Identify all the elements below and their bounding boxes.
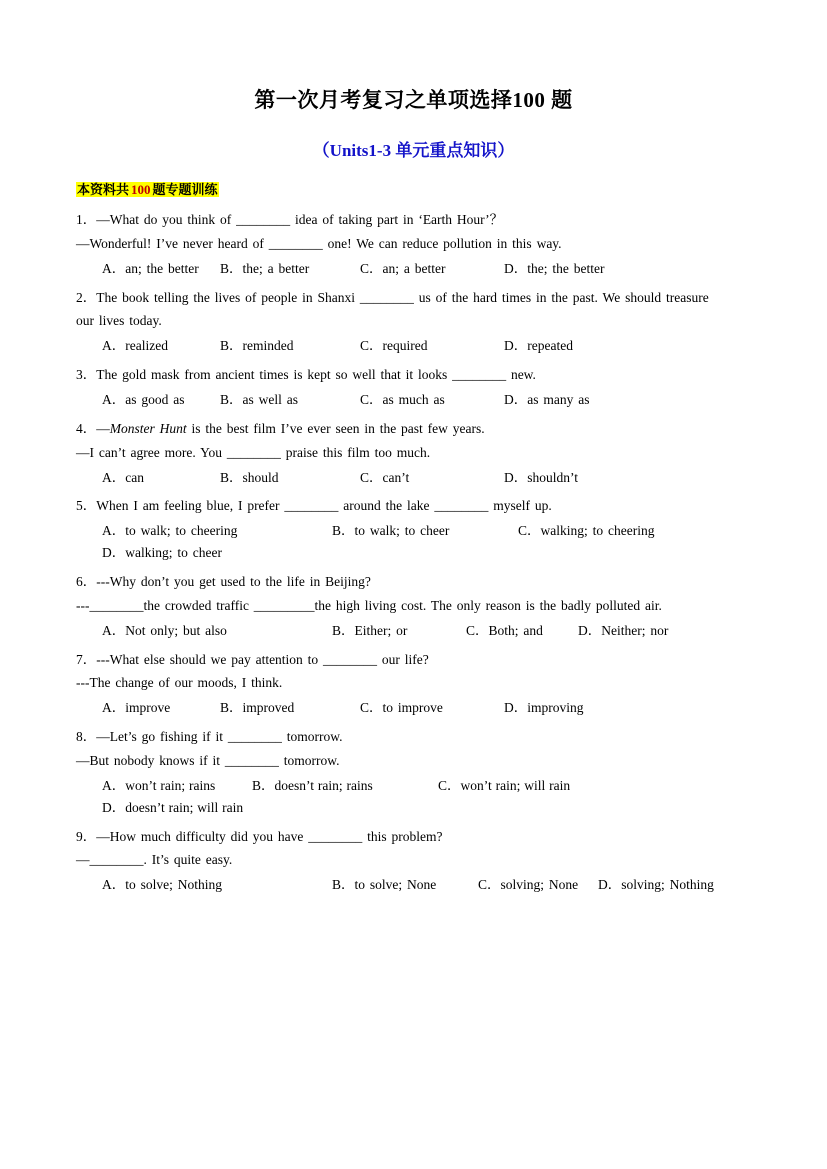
option-c[interactable]: C．Both; and <box>466 622 543 638</box>
question-text: 1．—What do you think of ________ idea of taking part in ‘Earth Hour’？ <box>76 212 504 227</box>
question-text: —I can’t agree more. You ________ praise this film too much. <box>76 444 431 460</box>
notice-banner <box>76 179 219 198</box>
option-a[interactable]: A．can <box>102 469 144 485</box>
option-row <box>76 697 751 719</box>
option-b[interactable]: B．the; a better <box>220 260 310 276</box>
option-c[interactable]: C．to improve <box>360 700 443 716</box>
option-d[interactable]: D．solving; Nothing <box>598 877 714 893</box>
question-text: 3．The gold mask from ancient times is kept so well that it looks ________ new. <box>76 367 536 383</box>
option-d[interactable]: D．shouldn’t <box>504 469 579 485</box>
option-c[interactable]: C．an; a better <box>360 260 446 276</box>
option-c[interactable]: C．solving; None <box>478 877 579 893</box>
option-d[interactable]: D．improving <box>504 700 584 716</box>
option-d[interactable]: D．as many as <box>504 392 590 408</box>
option-d[interactable]: D．Neither; nor <box>578 622 669 638</box>
option-b[interactable]: B．as well as <box>220 392 298 408</box>
option-c[interactable]: C．walking; to cheering <box>518 523 655 539</box>
question-text: —________. It’s quite easy. <box>76 852 233 868</box>
question-block <box>76 418 751 489</box>
question-block <box>76 209 751 280</box>
question-text: 6．---Why don’t you get used to the life in Beijing? <box>76 574 371 590</box>
option-row <box>76 520 751 564</box>
page-subtitle: （Units1-3 单元重点知识） <box>312 141 515 160</box>
option-row <box>76 389 751 411</box>
option-row <box>76 258 751 280</box>
option-d[interactable]: D．doesn’t rain; will rain <box>102 799 244 815</box>
option-row <box>76 467 751 489</box>
option-a[interactable]: A．Not only; but also <box>102 622 227 638</box>
question-text: our lives today. <box>76 313 162 329</box>
option-d[interactable]: D．repeated <box>504 338 573 354</box>
option-b[interactable]: B．reminded <box>220 338 294 354</box>
question-text: 4．—Monster Hunt is the best film I’ve ever seen in the past few years. <box>76 420 485 436</box>
option-row <box>76 775 751 819</box>
option-c[interactable]: C．won’t rain; will rain <box>438 777 571 793</box>
question-block <box>76 649 751 720</box>
question-block <box>76 495 751 564</box>
option-a[interactable]: A．improve <box>102 700 171 716</box>
notice-prefix: 本资料共 <box>77 182 130 197</box>
question-text: —Wonderful! I’ve never heard of ________ one! We can reduce pollution in this way. <box>76 235 562 251</box>
option-c[interactable]: C．can’t <box>360 469 410 485</box>
option-c[interactable]: C．as much as <box>360 392 445 408</box>
question-block <box>76 726 751 818</box>
option-c[interactable]: C．required <box>360 338 428 354</box>
notice-suffix: 题专题训练 <box>152 182 218 197</box>
option-a[interactable]: A．to walk; to cheering <box>102 523 238 539</box>
question-text: ---________the crowded traffic _________the high living cost. The only reason is the badly polluted air. <box>76 597 662 613</box>
option-d[interactable]: D．walking; to cheer <box>102 545 222 561</box>
option-a[interactable]: A．an; the better <box>102 260 199 276</box>
question-text: ---The change of our moods, I think. <box>76 675 283 691</box>
option-a[interactable]: A．realized <box>102 338 168 354</box>
question-block <box>76 364 751 411</box>
question-block <box>76 826 751 897</box>
question-text: 8．—Let’s go fishing if it ________ tomorrow. <box>76 729 343 745</box>
option-d[interactable]: D．the; the better <box>504 260 605 276</box>
notice-count: 100 <box>131 182 151 197</box>
question-text: 2．The book telling the lives of people in Shanxi ________ us of the hard times in the past. We should treasure <box>76 289 709 305</box>
film-title: Monster Hunt <box>109 420 187 436</box>
option-row <box>76 874 751 896</box>
option-b[interactable]: B．to solve; None <box>332 877 437 893</box>
question-block <box>76 571 751 642</box>
question-block <box>76 287 751 358</box>
option-b[interactable]: B．to walk; to cheer <box>332 523 450 539</box>
question-text: —But nobody knows if it ________ tomorrow. <box>76 753 340 769</box>
option-row <box>76 620 751 642</box>
option-row <box>76 335 751 357</box>
option-a[interactable]: A．to solve; Nothing <box>102 877 222 893</box>
option-b[interactable]: B．doesn’t rain; rains <box>252 777 373 793</box>
option-a[interactable]: A．as good as <box>102 392 185 408</box>
option-b[interactable]: B．should <box>220 469 279 485</box>
option-b[interactable]: B．improved <box>220 700 295 716</box>
question-text: 7．---What else should we pay attention to ________ our life? <box>76 651 429 667</box>
option-b[interactable]: B．Either; or <box>332 622 408 638</box>
question-text: 9．—How much difficulty did you have ________ this problem? <box>76 828 443 844</box>
option-a[interactable]: A．won’t rain; rains <box>102 777 216 793</box>
question-text: 5．When I am feeling blue, I prefer ________ around the lake ________ myself up. <box>76 498 552 514</box>
page-title: 第一次月考复习之单项选择100 题 <box>254 88 573 112</box>
